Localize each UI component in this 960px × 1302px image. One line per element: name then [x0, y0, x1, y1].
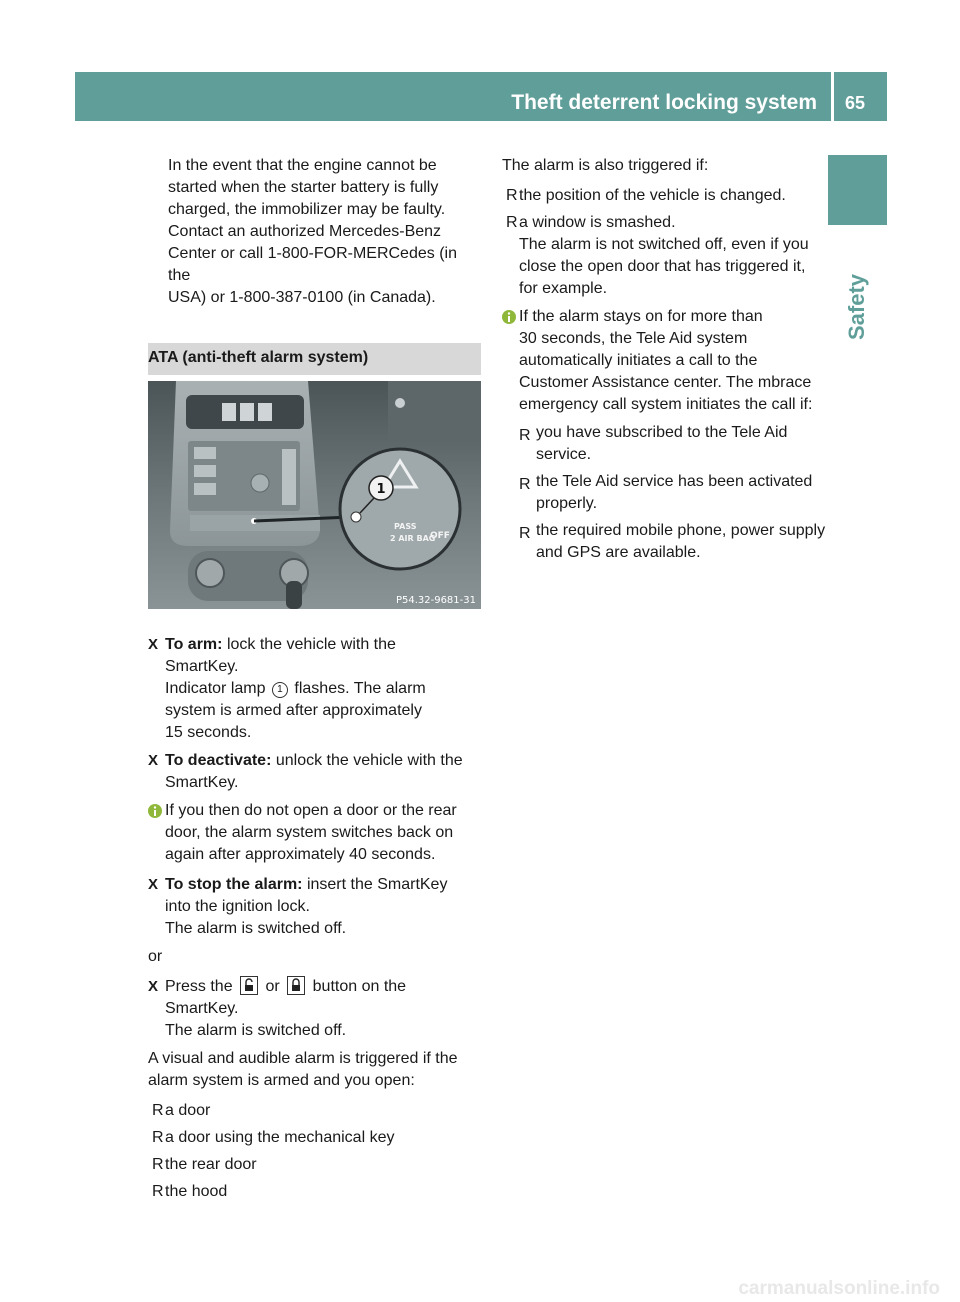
header-divider: [831, 72, 834, 121]
text-line: If the alarm stays on for more than: [519, 308, 763, 325]
text-line: Contact an authorized Mercedes-Benz: [168, 223, 442, 240]
list-item: [148, 1127, 483, 1149]
list-item: [148, 1100, 483, 1122]
text-line: Customer Assistance center. The mbrace: [519, 374, 812, 391]
text-line: service.: [536, 446, 592, 463]
header-bar: [75, 72, 887, 121]
intro-paragraph: [148, 155, 483, 309]
left-column: [148, 155, 483, 1208]
text-line: the position of the vehicle is changed.: [519, 187, 786, 204]
bullet-marker: R: [152, 1129, 164, 1146]
text-line: again after approximately 40 seconds.: [165, 846, 436, 863]
step-deactivate: [148, 750, 483, 794]
or-text: or: [148, 948, 163, 965]
list-item: [502, 185, 837, 207]
text-line: Center or call 1-800-FOR-MERCedes (in the: [168, 245, 457, 284]
dashboard-photo: [148, 381, 481, 609]
text-line: SmartKey.: [165, 658, 239, 675]
text-line: properly.: [536, 495, 598, 512]
text-line: A visual and audible alarm is triggered if the: [148, 1050, 458, 1067]
text-line: close the open door that has triggered it,: [519, 258, 806, 275]
text-line: the rear door: [165, 1156, 257, 1173]
page-number: 65: [845, 93, 866, 113]
text-line: alarm system is armed and you open:: [148, 1072, 415, 1089]
text-line: In the event that the engine cannot be: [168, 157, 437, 174]
text-line: The alarm is not switched off, even if you: [519, 236, 809, 253]
text: Press the: [165, 978, 233, 995]
list-item: [148, 1181, 483, 1203]
step-press-button: [148, 976, 483, 1042]
text-line: emergency call system initiates the call if:: [519, 396, 813, 413]
text-line: the hood: [165, 1183, 228, 1200]
text-line: the Tele Aid service has been activated: [536, 473, 813, 490]
page-title: Theft deterrent locking system: [511, 91, 817, 114]
text-line: The alarm is switched off.: [165, 920, 347, 937]
bullet-marker: R: [519, 476, 531, 493]
text: Indicator lamp: [165, 680, 266, 697]
step-arm: [148, 634, 483, 744]
unlock-icon: [240, 976, 258, 995]
info-note-rear-door: [148, 800, 483, 866]
trigger-intro: The alarm is also triggered if:: [502, 157, 709, 174]
list-item: [519, 471, 837, 515]
step-label: To deactivate:: [165, 752, 272, 769]
lock-icon: [287, 976, 305, 995]
bullet-marker: R: [152, 1183, 164, 1200]
text: lock the vehicle with the: [226, 636, 396, 653]
step-marker: X: [148, 752, 159, 769]
section-heading-text: ATA (anti-theft alarm system): [148, 349, 369, 366]
bullet-marker: R: [519, 525, 531, 542]
bullet-marker: R: [506, 187, 518, 204]
step-marker: X: [148, 978, 159, 995]
list-item: [502, 212, 837, 300]
figure-code: P54.32-9681-31: [395, 595, 476, 606]
bullet-marker: R: [506, 214, 518, 231]
text: insert the SmartKey: [306, 876, 448, 893]
text-line: into the ignition lock.: [165, 898, 310, 915]
text-line: SmartKey.: [165, 1000, 239, 1017]
list-item: [148, 1154, 483, 1176]
step-label: To arm:: [165, 636, 223, 653]
text-line: you have subscribed to the Tele Aid: [536, 424, 788, 441]
callout-1: 1: [376, 482, 386, 497]
list-item: [519, 520, 837, 564]
text-line: door, the alarm system switches back on: [165, 824, 454, 841]
text-line: and GPS are available.: [536, 544, 701, 561]
section-heading: [148, 343, 481, 375]
pass-label: PASS: [394, 522, 417, 531]
text-line: system is armed after approximately: [165, 702, 422, 719]
callout-1-ref: 1: [272, 682, 288, 698]
info-note-tele-aid: [502, 306, 837, 564]
alarm-intro: [148, 1048, 483, 1092]
info-icon: [148, 803, 162, 819]
text-line: a door: [165, 1102, 211, 1119]
text: or: [265, 978, 280, 995]
text-line: If you then do not open a door or the rear: [165, 802, 457, 819]
info-icon: [502, 309, 516, 325]
right-column: [502, 155, 837, 572]
text-line: The alarm is switched off.: [165, 1022, 347, 1039]
step-marker: X: [148, 636, 159, 653]
text-line: a window is smashed.: [519, 214, 676, 231]
bullet-marker: R: [152, 1102, 164, 1119]
chapter-tab-label: Safety: [844, 273, 869, 340]
text-line: charged, the immobilizer may be faulty.: [168, 201, 446, 218]
off-label: OFF: [430, 531, 450, 541]
text-line: SmartKey.: [165, 774, 239, 791]
airbag-label: 2 AIR BAG: [390, 534, 436, 543]
watermark: carmanualsonline.info: [738, 1278, 940, 1299]
bullet-marker: R: [519, 427, 531, 444]
bullet-marker: R: [152, 1156, 164, 1173]
text: flashes. The alarm: [294, 680, 426, 697]
list-item: [519, 422, 837, 466]
step-stop-alarm: [148, 874, 483, 940]
text-line: automatically initiates a call to the: [519, 352, 758, 369]
text-line: USA) or 1-800-387-0100 (in Canada).: [168, 289, 436, 306]
text-line: 30 seconds, the Tele Aid system: [519, 330, 748, 347]
text-line: for example.: [519, 280, 608, 297]
text-line: started when the starter battery is fully: [168, 179, 439, 196]
step-marker: X: [148, 876, 159, 893]
text-line: 15 seconds.: [165, 724, 252, 741]
step-label: To stop the alarm:: [165, 876, 303, 893]
text: unlock the vehicle with the: [275, 752, 463, 769]
text-line: a door using the mechanical key: [165, 1129, 395, 1146]
text: button on the: [312, 978, 407, 995]
text-line: the required mobile phone, power supply: [536, 522, 826, 539]
